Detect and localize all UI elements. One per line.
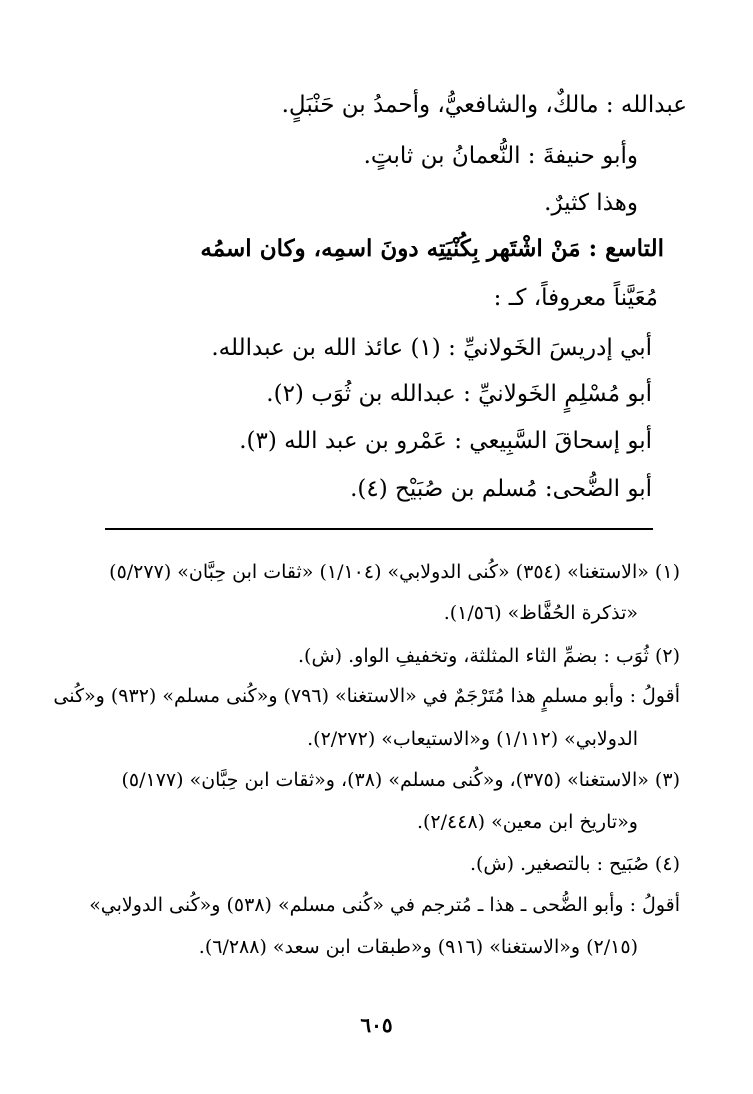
main-line-2: وأبو حنيفةَ : النُّعمانُ بن ثابتٍ. (363, 143, 638, 169)
footnote-line-2: «تذكرة الحُفَّاظ» (١/٥٦). (443, 602, 638, 624)
footnote-line-6: (٣) «الاستغنا» (٣٧٥)، و«كُنى مسلم» (٣٨)، و«ثقات ابن حِبَّان» (٥/١٧٧) (121, 769, 680, 791)
footnote-line-10: (٢/١٥) و«الاستغنا» (٩١٦) و«طبقات ابن سعد» (٦/٢٨٨). (198, 936, 638, 958)
footnote-line-5: الدولابي» (١/١١٢) و«الاستيعاب» (٢/٢٧٢). (307, 728, 638, 750)
footnote-line-9: أقولُ : وأبو الضُّحى ـ هذا ـ مُترجم في «كُنى مسلم» (٥٣٨) و«كُنى الدولابي» (89, 894, 680, 916)
main-line-1: عبدالله : مالكٌ، والشافعيُّ، وأحمدُ بن حَنْبَلٍ. (281, 92, 687, 118)
footnote-line-7: و«تاريخ ابن معين» (٢/٤٤٨). (416, 811, 638, 833)
page-number: ٦٠٥ (360, 1013, 393, 1037)
main-line-9: أبو الضُّحى: مُسلم بن صُبَيْح (٤). (350, 476, 652, 502)
main-line-8: أبو إسحاقَ السَّبِيعي : عَمْرو بن عبد الله (٣). (239, 428, 652, 454)
main-line-3: وهذا كثيرٌ. (544, 190, 638, 216)
footnote-line-4: أقولُ : وأبو مسلمٍ هذا مُتَرْجَمٌ في «الاستغنا» (٧٩٦) و«كُنى مسلم» (٩٣٢) و«كُنى (53, 685, 680, 707)
main-line-7: أبو مُسْلِمٍ الخَولانيِّ : عبدالله بن ثُوَب (٢). (266, 381, 652, 407)
main-line-5: مُعَيَّناً معروفاً، كـ : (493, 285, 658, 311)
main-line-4: التاسع : مَنْ اشْتَهر بِكُنْيَتِه دونَ اسمِه، وكان اسمُه (200, 235, 664, 262)
footnote-line-3: (٢) ثُوَب : بضمِّ الثاء المثلثة، وتخفيفِ الواو. (ش). (298, 645, 680, 667)
footnote-line-1: (١) «الاستغنا» (٣٥٤) «كُنى الدولابي» (١/١٠٤) «ثقات ابن حِبَّان» (٥/٢٧٧) (109, 561, 680, 583)
footnote-line-8: (٤) صُبَيح : بالتصغير. (ش). (469, 853, 680, 875)
footnote-separator (105, 528, 653, 530)
main-line-6: أبي إدريسَ الخَولانيِّ : (١) عائذ الله بن عبدالله. (211, 335, 652, 361)
